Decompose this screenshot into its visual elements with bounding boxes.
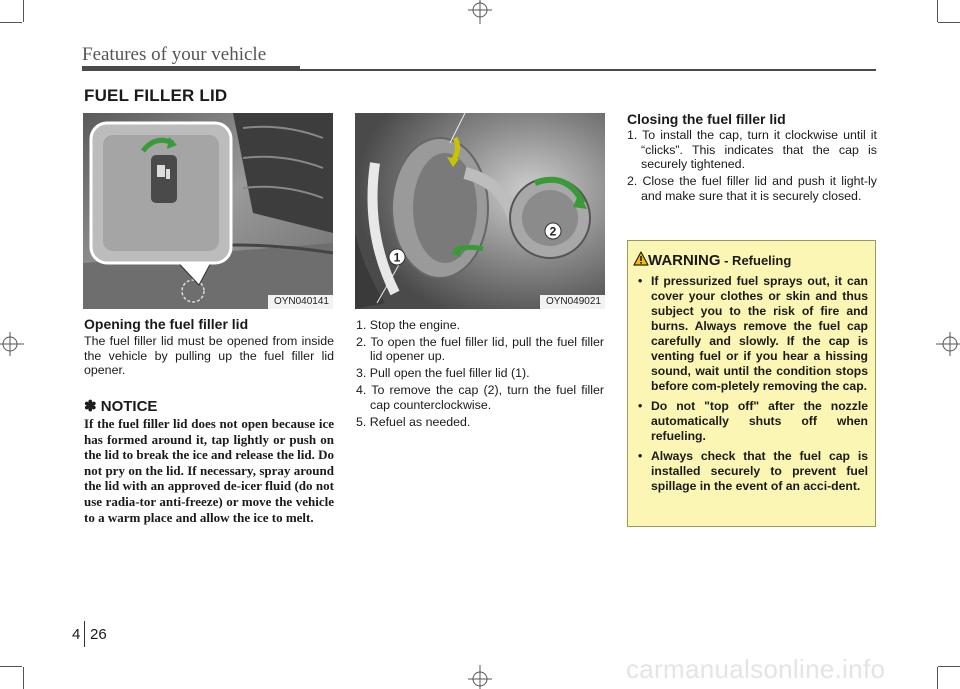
bullet: •: [638, 274, 643, 288]
notice-heading: [84, 397, 334, 415]
list-item: 1. Stop the engine.: [356, 318, 461, 332]
figure-fuel-lid-opener: [83, 113, 333, 309]
warning-triangle-icon: [633, 251, 649, 266]
warning-title: [648, 252, 791, 269]
fuel-cap-illustration: [355, 113, 605, 309]
closing-steps-list: [627, 128, 877, 206]
crop-mark: [937, 0, 938, 22]
bullet: •: [638, 449, 643, 463]
list-item: • Do not "top off" after the nozzle automatically shuts off when refueling.: [638, 399, 868, 443]
crop-mark: [0, 22, 22, 23]
list-item: 3. Pull open the fuel filler lid (1).: [356, 366, 530, 381]
list-item: 1. To install the cap, turn it clockwise until it “clicks”. This indicates that the cap is securely tightened.: [627, 128, 877, 172]
crop-mark: [0, 666, 22, 667]
warning-list: [638, 274, 868, 499]
list-item: 5. Refuel as needed.: [356, 414, 471, 429]
registration-mark-bottom: [466, 665, 494, 689]
notice-symbol-icon: ✽: [84, 398, 97, 415]
crop-mark: [23, 0, 24, 22]
list-item: 4. To remove the cap (2), turn the fuel filler cap counterclockwise.: [356, 383, 604, 412]
opening-text: The fuel filler lid must be opened from inside the vehicle by pulling up the fuel filler lid opener.: [84, 334, 334, 378]
list-item: 2. Close the fuel filler lid and push it light-ly and make sure that it is securely closed.: [627, 174, 877, 203]
list-item: 2. To open the fuel filler lid, pull the fuel filler lid opener up.: [356, 334, 604, 364]
seat-illustration: [83, 113, 333, 309]
warning-subtitle: - Refueling: [720, 253, 792, 268]
figure-code: OYN040141: [268, 295, 333, 309]
figure-code: OYN049021: [540, 295, 605, 309]
header-rule-thick: [82, 66, 300, 71]
bullet: •: [638, 399, 643, 413]
list-item: • If pressurized fuel sprays out, it can cover your clothes or skin and thus subject you to the risk of fire and burns. Always remove the fuel cap carefully and slowly. If the cap is venting fuel or if you hear a hissing sound, wait until the condition stops before com-pletely removing the cap.: [638, 274, 868, 393]
registration-mark-top: [466, 0, 494, 24]
watermark[interactable]: carmanualsonline.info: [626, 654, 886, 684]
chapter-header-title: Features of your vehicle: [82, 44, 267, 65]
header-rule-thin: [300, 69, 876, 71]
warning-label: WARNING: [648, 252, 721, 269]
registration-mark-left: [0, 330, 24, 358]
crop-mark: [937, 667, 938, 689]
warning-box: [627, 240, 876, 527]
callout-1: 1: [393, 250, 401, 265]
list-item: • Always check that the fuel cap is installed securely to prevent fuel spillage in the event of an acci-dent.: [638, 449, 868, 493]
chapter-number: 4: [72, 626, 81, 643]
crop-mark: [938, 22, 960, 23]
crop-mark: [938, 666, 960, 667]
callout-2: 2: [549, 224, 557, 239]
registration-mark-right: [936, 330, 960, 358]
section-title: FUEL FILLER LID: [84, 86, 228, 105]
notice-text: If the fuel filler lid does not open because ice has formed around it, tap lightly or push on the lid to break the ice and release the lid. Do not pry on the lid. If necessary, spray around the lid with an approved de-icer fluid (do not use radia-tor anti-freeze) or move the vehicle to a warm place and allow the ice to melt.: [84, 416, 334, 525]
opening-steps-list: [356, 318, 604, 432]
page-number: 26: [90, 626, 107, 643]
closing-heading: Closing the fuel filler lid: [627, 111, 786, 127]
figure-fuel-cap: [355, 113, 605, 309]
opening-heading: Opening the fuel filler lid: [84, 316, 249, 332]
crop-mark: [23, 667, 24, 689]
page-number-divider: [84, 621, 85, 647]
notice-label: NOTICE: [100, 398, 158, 415]
